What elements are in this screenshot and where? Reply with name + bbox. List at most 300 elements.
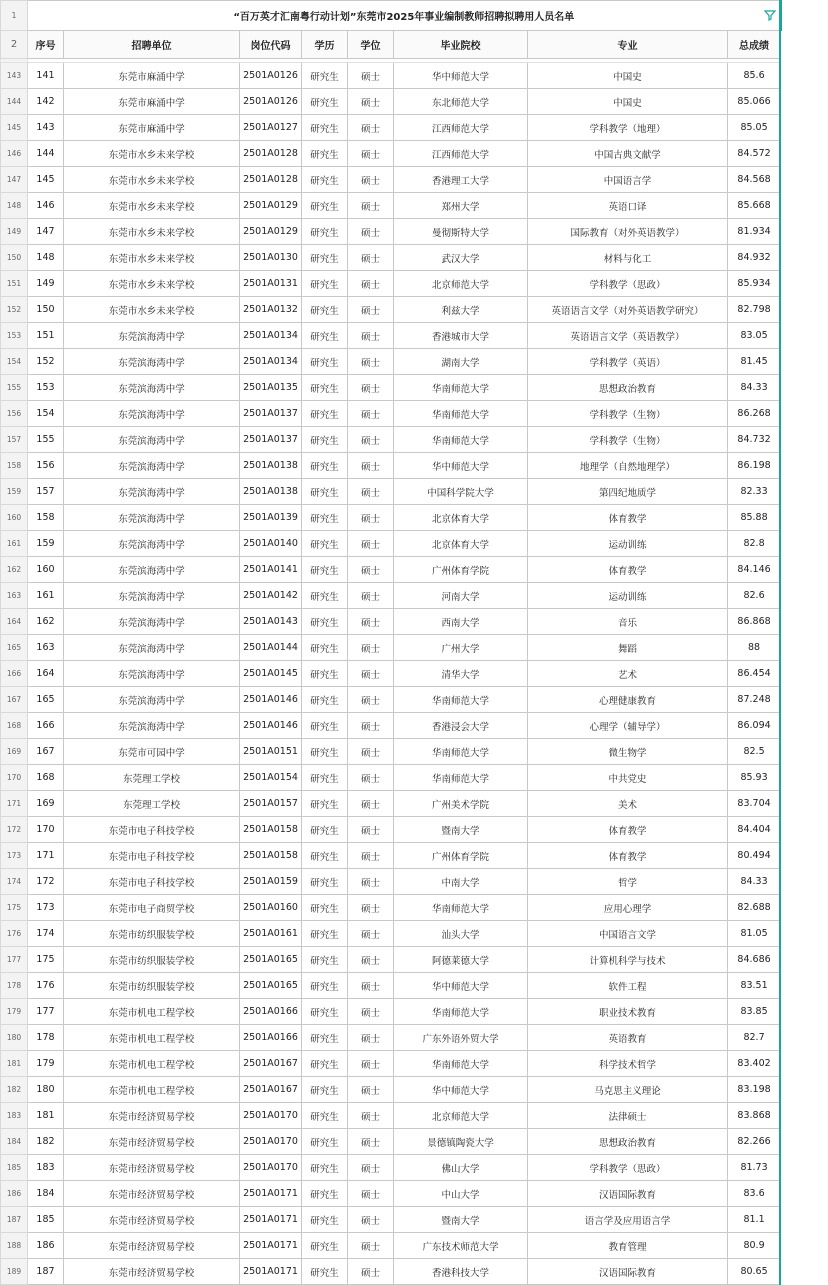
cell-score[interactable]: 83.6 [728, 1181, 781, 1207]
cell-major[interactable]: 微生物学 [528, 739, 728, 765]
cell-score[interactable]: 81.45 [728, 349, 781, 375]
cell-education[interactable]: 研究生 [302, 661, 348, 687]
cell-unit[interactable]: 东莞市纺织服装学校 [64, 947, 240, 973]
cell-education[interactable]: 研究生 [302, 1129, 348, 1155]
cell-score[interactable]: 84.33 [728, 375, 781, 401]
cell-code[interactable]: 2501A0142 [240, 583, 302, 609]
cell-score[interactable]: 85.05 [728, 115, 781, 141]
cell-degree[interactable]: 硕士 [348, 1155, 394, 1181]
cell-education[interactable]: 研究生 [302, 791, 348, 817]
cell-unit[interactable]: 东莞滨海湾中学 [64, 323, 240, 349]
cell-school[interactable]: 中山大学 [394, 1181, 528, 1207]
cell-score[interactable]: 84.732 [728, 427, 781, 453]
cell-degree[interactable]: 硕士 [348, 193, 394, 219]
cell-education[interactable]: 研究生 [302, 219, 348, 245]
row-number[interactable]: 157 [1, 427, 28, 453]
row-number[interactable]: 169 [1, 739, 28, 765]
row-number[interactable]: 152 [1, 297, 28, 323]
header-cell-score[interactable]: 总成绩 [728, 31, 781, 59]
cell-education[interactable]: 研究生 [302, 869, 348, 895]
cell-code[interactable]: 2501A0138 [240, 479, 302, 505]
cell-education[interactable]: 研究生 [302, 401, 348, 427]
cell-score[interactable]: 86.268 [728, 401, 781, 427]
cell-seq[interactable]: 184 [28, 1181, 64, 1207]
cell-unit[interactable]: 东莞滨海湾中学 [64, 713, 240, 739]
cell-school[interactable]: 广州体育学院 [394, 557, 528, 583]
cell-degree[interactable]: 硕士 [348, 531, 394, 557]
cell-major[interactable]: 第四纪地质学 [528, 479, 728, 505]
cell-seq[interactable]: 185 [28, 1207, 64, 1233]
cell-unit[interactable]: 东莞市麻涌中学 [64, 63, 240, 89]
cell-education[interactable]: 研究生 [302, 297, 348, 323]
cell-unit[interactable]: 东莞市经济贸易学校 [64, 1103, 240, 1129]
row-number[interactable]: 164 [1, 609, 28, 635]
cell-degree[interactable]: 硕士 [348, 297, 394, 323]
row-number[interactable]: 170 [1, 765, 28, 791]
cell-unit[interactable]: 东莞市经济贸易学校 [64, 1155, 240, 1181]
cell-education[interactable]: 研究生 [302, 89, 348, 115]
cell-unit[interactable]: 东莞滨海湾中学 [64, 635, 240, 661]
cell-education[interactable]: 研究生 [302, 1207, 348, 1233]
cell-code[interactable]: 2501A0141 [240, 557, 302, 583]
cell-unit[interactable]: 东莞滨海湾中学 [64, 375, 240, 401]
cell-seq[interactable]: 172 [28, 869, 64, 895]
cell-degree[interactable]: 硕士 [348, 323, 394, 349]
cell-code[interactable]: 2501A0134 [240, 349, 302, 375]
cell-seq[interactable]: 154 [28, 401, 64, 427]
cell-degree[interactable]: 硕士 [348, 375, 394, 401]
cell-major[interactable]: 体育教学 [528, 557, 728, 583]
cell-school[interactable]: 西南大学 [394, 609, 528, 635]
header-cell-degree[interactable]: 学位 [348, 31, 394, 59]
cell-seq[interactable]: 173 [28, 895, 64, 921]
cell-major[interactable]: 学科教学（思政） [528, 1155, 728, 1181]
cell-major[interactable]: 学科教学（生物） [528, 401, 728, 427]
cell-seq[interactable]: 153 [28, 375, 64, 401]
cell-score[interactable]: 81.1 [728, 1207, 781, 1233]
cell-score[interactable]: 82.5 [728, 739, 781, 765]
cell-code[interactable]: 2501A0129 [240, 219, 302, 245]
cell-code[interactable]: 2501A0165 [240, 973, 302, 999]
cell-school[interactable]: 华南师范大学 [394, 765, 528, 791]
row-number[interactable]: 155 [1, 375, 28, 401]
cell-school[interactable]: 北京体育大学 [394, 531, 528, 557]
cell-code[interactable]: 2501A0127 [240, 115, 302, 141]
row-number[interactable]: 156 [1, 401, 28, 427]
cell-school[interactable]: 郑州大学 [394, 193, 528, 219]
row-number[interactable]: 168 [1, 713, 28, 739]
cell-degree[interactable]: 硕士 [348, 1129, 394, 1155]
row-number[interactable]: 180 [1, 1025, 28, 1051]
cell-seq[interactable]: 158 [28, 505, 64, 531]
cell-seq[interactable]: 171 [28, 843, 64, 869]
cell-unit[interactable]: 东莞市水乡未来学校 [64, 193, 240, 219]
cell-score[interactable]: 82.8 [728, 531, 781, 557]
cell-score[interactable]: 84.572 [728, 141, 781, 167]
filter-icon[interactable] [764, 9, 776, 21]
row-number[interactable]: 175 [1, 895, 28, 921]
cell-seq[interactable]: 178 [28, 1025, 64, 1051]
cell-score[interactable]: 84.33 [728, 869, 781, 895]
cell-education[interactable]: 研究生 [302, 193, 348, 219]
cell-seq[interactable]: 183 [28, 1155, 64, 1181]
row-number[interactable]: 186 [1, 1181, 28, 1207]
cell-degree[interactable]: 硕士 [348, 609, 394, 635]
cell-school[interactable]: 中国科学院大学 [394, 479, 528, 505]
cell-unit[interactable]: 东莞滨海湾中学 [64, 557, 240, 583]
cell-score[interactable]: 83.05 [728, 323, 781, 349]
cell-major[interactable]: 中国史 [528, 63, 728, 89]
cell-major[interactable]: 体育教学 [528, 817, 728, 843]
cell-education[interactable]: 研究生 [302, 609, 348, 635]
cell-seq[interactable]: 159 [28, 531, 64, 557]
cell-score[interactable]: 82.798 [728, 297, 781, 323]
cell-score[interactable]: 87.248 [728, 687, 781, 713]
cell-major[interactable]: 英语语言文学（英语教学） [528, 323, 728, 349]
cell-education[interactable]: 研究生 [302, 323, 348, 349]
cell-code[interactable]: 2501A0139 [240, 505, 302, 531]
cell-unit[interactable]: 东莞市纺织服装学校 [64, 973, 240, 999]
cell-degree[interactable]: 硕士 [348, 89, 394, 115]
cell-seq[interactable]: 174 [28, 921, 64, 947]
cell-code[interactable]: 2501A0145 [240, 661, 302, 687]
cell-school[interactable]: 江西师范大学 [394, 141, 528, 167]
cell-degree[interactable]: 硕士 [348, 635, 394, 661]
cell-education[interactable]: 研究生 [302, 557, 348, 583]
cell-seq[interactable]: 149 [28, 271, 64, 297]
cell-code[interactable]: 2501A0158 [240, 817, 302, 843]
cell-education[interactable]: 研究生 [302, 713, 348, 739]
cell-score[interactable]: 86.094 [728, 713, 781, 739]
cell-code[interactable]: 2501A0158 [240, 843, 302, 869]
cell-major[interactable]: 哲学 [528, 869, 728, 895]
row-number[interactable]: 162 [1, 557, 28, 583]
cell-unit[interactable]: 东莞滨海湾中学 [64, 427, 240, 453]
cell-seq[interactable]: 187 [28, 1259, 64, 1285]
cell-seq[interactable]: 145 [28, 167, 64, 193]
cell-school[interactable]: 湖南大学 [394, 349, 528, 375]
cell-seq[interactable]: 179 [28, 1051, 64, 1077]
cell-seq[interactable]: 146 [28, 193, 64, 219]
cell-school[interactable]: 北京师范大学 [394, 1103, 528, 1129]
cell-major[interactable]: 音乐 [528, 609, 728, 635]
cell-school[interactable]: 曼彻斯特大学 [394, 219, 528, 245]
cell-school[interactable]: 北京体育大学 [394, 505, 528, 531]
cell-unit[interactable]: 东莞滨海湾中学 [64, 687, 240, 713]
cell-code[interactable]: 2501A0144 [240, 635, 302, 661]
cell-score[interactable]: 88 [728, 635, 781, 661]
cell-seq[interactable]: 175 [28, 947, 64, 973]
cell-code[interactable]: 2501A0170 [240, 1155, 302, 1181]
cell-major[interactable]: 心理学（辅导学） [528, 713, 728, 739]
cell-score[interactable]: 85.93 [728, 765, 781, 791]
cell-school[interactable]: 华南师范大学 [394, 375, 528, 401]
cell-seq[interactable]: 147 [28, 219, 64, 245]
row-number[interactable]: 174 [1, 869, 28, 895]
cell-code[interactable]: 2501A0170 [240, 1103, 302, 1129]
cell-school[interactable]: 利兹大学 [394, 297, 528, 323]
cell-degree[interactable]: 硕士 [348, 713, 394, 739]
cell-unit[interactable]: 东莞市可园中学 [64, 739, 240, 765]
cell-school[interactable]: 华中师范大学 [394, 973, 528, 999]
cell-school[interactable]: 暨南大学 [394, 817, 528, 843]
cell-code[interactable]: 2501A0137 [240, 427, 302, 453]
row-number[interactable]: 187 [1, 1207, 28, 1233]
cell-school[interactable]: 华南师范大学 [394, 999, 528, 1025]
cell-school[interactable]: 武汉大学 [394, 245, 528, 271]
cell-education[interactable]: 研究生 [302, 531, 348, 557]
cell-education[interactable]: 研究生 [302, 739, 348, 765]
cell-major[interactable]: 材料与化工 [528, 245, 728, 271]
cell-degree[interactable]: 硕士 [348, 765, 394, 791]
row-number[interactable]: 2 [1, 31, 28, 59]
cell-school[interactable]: 华中师范大学 [394, 453, 528, 479]
cell-major[interactable]: 国际教育（对外英语教学） [528, 219, 728, 245]
cell-major[interactable]: 汉语国际教育 [528, 1259, 728, 1285]
cell-major[interactable]: 汉语国际教育 [528, 1181, 728, 1207]
cell-code[interactable]: 2501A0171 [240, 1181, 302, 1207]
row-number[interactable]: 146 [1, 141, 28, 167]
cell-degree[interactable]: 硕士 [348, 973, 394, 999]
row-number[interactable]: 150 [1, 245, 28, 271]
cell-seq[interactable]: 177 [28, 999, 64, 1025]
cell-school[interactable]: 清华大学 [394, 661, 528, 687]
cell-score[interactable]: 84.146 [728, 557, 781, 583]
cell-degree[interactable]: 硕士 [348, 115, 394, 141]
cell-score[interactable]: 85.6 [728, 63, 781, 89]
cell-school[interactable]: 河南大学 [394, 583, 528, 609]
cell-major[interactable]: 科学技术哲学 [528, 1051, 728, 1077]
cell-code[interactable]: 2501A0143 [240, 609, 302, 635]
cell-degree[interactable]: 硕士 [348, 869, 394, 895]
cell-degree[interactable]: 硕士 [348, 895, 394, 921]
cell-major[interactable]: 马克思主义理论 [528, 1077, 728, 1103]
cell-degree[interactable]: 硕士 [348, 583, 394, 609]
cell-seq[interactable]: 160 [28, 557, 64, 583]
header-cell-school[interactable]: 毕业院校 [394, 31, 528, 59]
cell-seq[interactable]: 155 [28, 427, 64, 453]
cell-code[interactable]: 2501A0128 [240, 141, 302, 167]
cell-unit[interactable]: 东莞市机电工程学校 [64, 1051, 240, 1077]
row-number[interactable]: 171 [1, 791, 28, 817]
cell-unit[interactable]: 东莞市经济贸易学校 [64, 1181, 240, 1207]
cell-school[interactable]: 华南师范大学 [394, 1051, 528, 1077]
cell-degree[interactable]: 硕士 [348, 1103, 394, 1129]
cell-major[interactable]: 计算机科学与技术 [528, 947, 728, 973]
cell-school[interactable]: 香港科技大学 [394, 1259, 528, 1285]
cell-degree[interactable]: 硕士 [348, 245, 394, 271]
cell-major[interactable]: 运动训练 [528, 583, 728, 609]
cell-unit[interactable]: 东莞滨海湾中学 [64, 609, 240, 635]
row-number[interactable]: 145 [1, 115, 28, 141]
cell-major[interactable]: 艺术 [528, 661, 728, 687]
cell-seq[interactable]: 151 [28, 323, 64, 349]
cell-education[interactable]: 研究生 [302, 115, 348, 141]
cell-education[interactable]: 研究生 [302, 973, 348, 999]
cell-seq[interactable]: 170 [28, 817, 64, 843]
cell-unit[interactable]: 东莞市机电工程学校 [64, 999, 240, 1025]
row-number[interactable]: 179 [1, 999, 28, 1025]
row-number[interactable]: 149 [1, 219, 28, 245]
cell-major[interactable]: 中国语言文学 [528, 921, 728, 947]
cell-unit[interactable]: 东莞市纺织服装学校 [64, 921, 240, 947]
cell-score[interactable]: 82.688 [728, 895, 781, 921]
cell-education[interactable]: 研究生 [302, 1051, 348, 1077]
cell-school[interactable]: 香港浸会大学 [394, 713, 528, 739]
cell-unit[interactable]: 东莞市水乡未来学校 [64, 219, 240, 245]
cell-score[interactable]: 80.9 [728, 1233, 781, 1259]
cell-seq[interactable]: 169 [28, 791, 64, 817]
cell-school[interactable]: 华南师范大学 [394, 895, 528, 921]
cell-major[interactable]: 舞蹈 [528, 635, 728, 661]
cell-code[interactable]: 2501A0171 [240, 1259, 302, 1285]
cell-school[interactable]: 华南师范大学 [394, 427, 528, 453]
cell-education[interactable]: 研究生 [302, 1233, 348, 1259]
cell-school[interactable]: 佛山大学 [394, 1155, 528, 1181]
cell-seq[interactable]: 164 [28, 661, 64, 687]
cell-education[interactable]: 研究生 [302, 687, 348, 713]
cell-degree[interactable]: 硕士 [348, 453, 394, 479]
cell-education[interactable]: 研究生 [302, 375, 348, 401]
cell-unit[interactable]: 东莞理工学校 [64, 765, 240, 791]
cell-school[interactable]: 阿德莱德大学 [394, 947, 528, 973]
cell-education[interactable]: 研究生 [302, 635, 348, 661]
cell-seq[interactable]: 167 [28, 739, 64, 765]
row-number[interactable]: 181 [1, 1051, 28, 1077]
cell-code[interactable]: 2501A0154 [240, 765, 302, 791]
cell-degree[interactable]: 硕士 [348, 1077, 394, 1103]
cell-degree[interactable]: 硕士 [348, 427, 394, 453]
cell-code[interactable]: 2501A0151 [240, 739, 302, 765]
cell-seq[interactable]: 144 [28, 141, 64, 167]
cell-unit[interactable]: 东莞市水乡未来学校 [64, 167, 240, 193]
cell-score[interactable]: 86.868 [728, 609, 781, 635]
cell-major[interactable]: 学科教学（思政） [528, 271, 728, 297]
cell-unit[interactable]: 东莞市电子科技学校 [64, 817, 240, 843]
header-cell-unit[interactable]: 招聘单位 [64, 31, 240, 59]
cell-seq[interactable]: 143 [28, 115, 64, 141]
cell-school[interactable]: 香港城市大学 [394, 323, 528, 349]
cell-code[interactable]: 2501A0126 [240, 63, 302, 89]
cell-unit[interactable]: 东莞市机电工程学校 [64, 1077, 240, 1103]
cell-unit[interactable]: 东莞滨海湾中学 [64, 401, 240, 427]
cell-unit[interactable]: 东莞市经济贸易学校 [64, 1207, 240, 1233]
cell-score[interactable]: 80.494 [728, 843, 781, 869]
cell-degree[interactable]: 硕士 [348, 63, 394, 89]
cell-seq[interactable]: 166 [28, 713, 64, 739]
cell-school[interactable]: 汕头大学 [394, 921, 528, 947]
cell-degree[interactable]: 硕士 [348, 947, 394, 973]
cell-degree[interactable]: 硕士 [348, 219, 394, 245]
cell-seq[interactable]: 148 [28, 245, 64, 271]
cell-school[interactable]: 暨南大学 [394, 1207, 528, 1233]
cell-school[interactable]: 北京师范大学 [394, 271, 528, 297]
row-number[interactable]: 173 [1, 843, 28, 869]
cell-school[interactable]: 华中师范大学 [394, 63, 528, 89]
row-number[interactable]: 154 [1, 349, 28, 375]
cell-education[interactable]: 研究生 [302, 1181, 348, 1207]
cell-major[interactable]: 英语教育 [528, 1025, 728, 1051]
cell-school[interactable]: 香港理工大学 [394, 167, 528, 193]
cell-unit[interactable]: 东莞滨海湾中学 [64, 583, 240, 609]
cell-unit[interactable]: 东莞市机电工程学校 [64, 1025, 240, 1051]
cell-score[interactable]: 83.704 [728, 791, 781, 817]
cell-education[interactable]: 研究生 [302, 167, 348, 193]
cell-code[interactable]: 2501A0165 [240, 947, 302, 973]
cell-school[interactable]: 广州大学 [394, 635, 528, 661]
row-number[interactable]: 153 [1, 323, 28, 349]
cell-education[interactable]: 研究生 [302, 1077, 348, 1103]
row-number[interactable]: 165 [1, 635, 28, 661]
cell-code[interactable]: 2501A0132 [240, 297, 302, 323]
cell-major[interactable]: 应用心理学 [528, 895, 728, 921]
cell-degree[interactable]: 硕士 [348, 505, 394, 531]
cell-school[interactable]: 华南师范大学 [394, 739, 528, 765]
cell-major[interactable]: 运动训练 [528, 531, 728, 557]
cell-unit[interactable]: 东莞市经济贸易学校 [64, 1259, 240, 1285]
row-number[interactable]: 143 [1, 63, 28, 89]
row-number[interactable]: 158 [1, 453, 28, 479]
cell-code[interactable]: 2501A0167 [240, 1077, 302, 1103]
cell-score[interactable]: 82.266 [728, 1129, 781, 1155]
row-number[interactable]: 160 [1, 505, 28, 531]
cell-education[interactable]: 研究生 [302, 765, 348, 791]
cell-education[interactable]: 研究生 [302, 349, 348, 375]
cell-code[interactable]: 2501A0146 [240, 713, 302, 739]
cell-seq[interactable]: 182 [28, 1129, 64, 1155]
cell-score[interactable]: 84.404 [728, 817, 781, 843]
row-number[interactable]: 189 [1, 1259, 28, 1285]
row-number[interactable]: 182 [1, 1077, 28, 1103]
cell-major[interactable]: 职业技术教育 [528, 999, 728, 1025]
cell-unit[interactable]: 东莞滨海湾中学 [64, 453, 240, 479]
cell-degree[interactable]: 硕士 [348, 1181, 394, 1207]
cell-degree[interactable]: 硕士 [348, 1025, 394, 1051]
cell-major[interactable]: 学科教学（地理） [528, 115, 728, 141]
header-cell-education[interactable]: 学历 [302, 31, 348, 59]
cell-degree[interactable]: 硕士 [348, 1233, 394, 1259]
cell-major[interactable]: 学科教学（生物） [528, 427, 728, 453]
cell-education[interactable]: 研究生 [302, 479, 348, 505]
cell-seq[interactable]: 168 [28, 765, 64, 791]
cell-score[interactable]: 83.868 [728, 1103, 781, 1129]
cell-degree[interactable]: 硕士 [348, 661, 394, 687]
cell-school[interactable]: 东北师范大学 [394, 89, 528, 115]
cell-degree[interactable]: 硕士 [348, 479, 394, 505]
cell-degree[interactable]: 硕士 [348, 817, 394, 843]
row-number[interactable]: 185 [1, 1155, 28, 1181]
cell-seq[interactable]: 161 [28, 583, 64, 609]
cell-seq[interactable]: 141 [28, 63, 64, 89]
cell-degree[interactable]: 硕士 [348, 999, 394, 1025]
cell-major[interactable]: 地理学（自然地理学） [528, 453, 728, 479]
cell-seq[interactable]: 142 [28, 89, 64, 115]
cell-education[interactable]: 研究生 [302, 817, 348, 843]
cell-major[interactable]: 思想政治教育 [528, 375, 728, 401]
cell-school[interactable]: 广州美术学院 [394, 791, 528, 817]
cell-seq[interactable]: 186 [28, 1233, 64, 1259]
cell-major[interactable]: 体育教学 [528, 505, 728, 531]
cell-school[interactable]: 广州体育学院 [394, 843, 528, 869]
cell-education[interactable]: 研究生 [302, 427, 348, 453]
cell-score[interactable]: 82.33 [728, 479, 781, 505]
cell-code[interactable]: 2501A0166 [240, 999, 302, 1025]
header-cell-seq[interactable]: 序号 [28, 31, 64, 59]
cell-score[interactable]: 83.402 [728, 1051, 781, 1077]
cell-score[interactable]: 80.65 [728, 1259, 781, 1285]
cell-major[interactable]: 学科教学（英语） [528, 349, 728, 375]
cell-major[interactable]: 法律硕士 [528, 1103, 728, 1129]
